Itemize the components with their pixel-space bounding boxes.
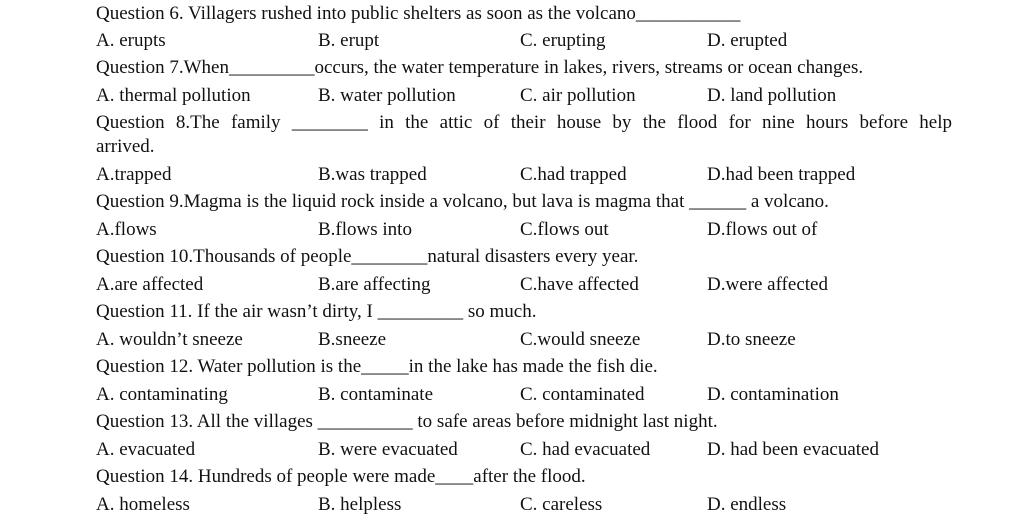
option-d[interactable]: D. land pollution	[707, 85, 837, 106]
option-d[interactable]: D.had been trapped	[707, 164, 856, 185]
option-b[interactable]: B. helpless	[318, 494, 402, 515]
option-a[interactable]: A.flows	[96, 219, 157, 240]
question-6: Question 6. Villagers rushed into public shelters as soon as the volcano___________	[96, 3, 741, 24]
question-11: Question 11. If the air wasn’t dirty, I _________ so much.	[96, 301, 537, 322]
option-c[interactable]: C.have affected	[520, 274, 639, 295]
question-7: Question 7.When_________occurs, the water temperature in lakes, rivers, streams or ocean changes.	[96, 57, 864, 78]
option-d[interactable]: D. endless	[707, 494, 787, 515]
option-c[interactable]: C.flows out	[520, 219, 609, 240]
option-b[interactable]: B. water pollution	[318, 85, 456, 106]
option-a[interactable]: A. erupts	[96, 30, 166, 51]
option-c[interactable]: C. erupting	[520, 30, 606, 51]
option-c[interactable]: C. air pollution	[520, 85, 636, 106]
option-c[interactable]: C. contaminated	[520, 384, 645, 405]
option-b[interactable]: B. contaminate	[318, 384, 434, 405]
question-9: Question 9.Magma is the liquid rock inside a volcano, but lava is magma that ______ a volcano.	[96, 191, 829, 212]
option-d[interactable]: D.flows out of	[707, 219, 818, 240]
question-8-continued: arrived.	[96, 136, 155, 157]
option-b[interactable]: B.flows into	[318, 219, 412, 240]
option-d[interactable]: D.were affected	[707, 274, 828, 295]
question-8: Question 8.The family ________ in the attic of their house by the flood for nine hours before help	[96, 112, 952, 133]
option-d[interactable]: D. contamination	[707, 384, 839, 405]
question-13: Question 13. All the villages __________ to safe areas before midnight last night.	[96, 411, 718, 432]
option-a[interactable]: A.trapped	[96, 164, 172, 185]
option-a[interactable]: A.are affected	[96, 274, 204, 295]
option-a[interactable]: A. contaminating	[96, 384, 228, 405]
option-d[interactable]: D.to sneeze	[707, 329, 796, 350]
option-b[interactable]: B.are affecting	[318, 274, 431, 295]
option-a[interactable]: A. thermal pollution	[96, 85, 251, 106]
option-b[interactable]: B. erupt	[318, 30, 380, 51]
option-c[interactable]: C.had trapped	[520, 164, 627, 185]
question-14: Question 14. Hundreds of people were made____after the flood.	[96, 466, 586, 487]
option-c[interactable]: C. had evacuated	[520, 439, 651, 460]
option-b[interactable]: B.sneeze	[318, 329, 387, 350]
option-a[interactable]: A. wouldn’t sneeze	[96, 329, 243, 350]
question-10: Question 10.Thousands of people________natural disasters every year.	[96, 246, 639, 267]
question-12: Question 12. Water pollution is the_____in the lake has made the fish die.	[96, 356, 658, 377]
option-c[interactable]: C.would sneeze	[520, 329, 641, 350]
option-d[interactable]: D. had been evacuated	[707, 439, 879, 460]
option-a[interactable]: A. homeless	[96, 494, 190, 515]
option-b[interactable]: B.was trapped	[318, 164, 427, 185]
option-d[interactable]: D. erupted	[707, 30, 788, 51]
option-a[interactable]: A. evacuated	[96, 439, 196, 460]
option-b[interactable]: B. were evacuated	[318, 439, 458, 460]
option-c[interactable]: C. careless	[520, 494, 603, 515]
